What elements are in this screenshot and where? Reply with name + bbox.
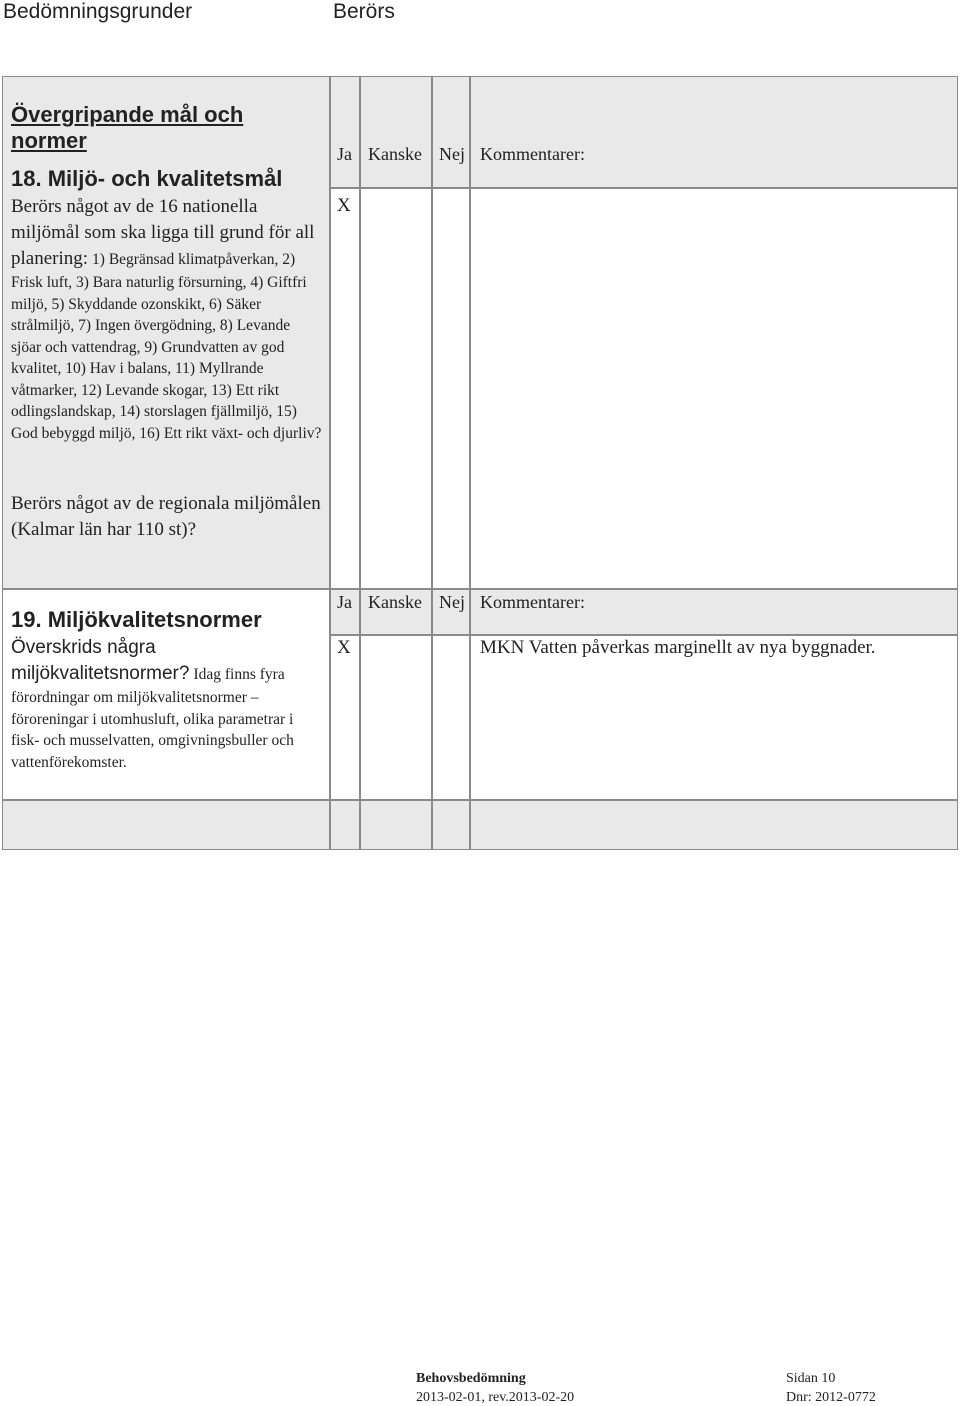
ja-header-cell	[330, 76, 360, 188]
footer-dnr: Dnr: 2012-0772	[786, 1390, 876, 1405]
nej-label: Nej	[439, 144, 465, 164]
section-18-kanske-cell[interactable]	[360, 188, 432, 589]
ja-header-cell-2	[330, 589, 360, 635]
kommentarer-header-cell	[470, 76, 958, 188]
section-18-title: 18. Miljö- och kvalitetsmål	[11, 166, 283, 191]
section-19-comment-cell[interactable]	[470, 635, 958, 800]
section-19-question-cell	[2, 589, 330, 800]
section-18-nej-cell[interactable]	[432, 188, 470, 589]
section-19-ja-cell[interactable]	[330, 635, 360, 800]
empty-row-cell-5	[470, 800, 958, 850]
header-title-right: Berörs	[333, 0, 395, 23]
ja-label-2: Ja	[337, 592, 352, 612]
nej-header-cell-2	[432, 589, 470, 635]
kanske-label: Kanske	[368, 144, 422, 164]
header-title-left: Bedömningsgrunder	[3, 0, 193, 23]
footer-page-number: Sidan 10	[786, 1371, 836, 1386]
empty-row-cell-4	[432, 800, 470, 850]
section-19-question	[11, 635, 323, 773]
kanske-header-cell	[360, 76, 432, 188]
section-title: Övergripande mål och normer	[11, 102, 244, 153]
question-1-list: 1) Begränsad klimatpåverkan, 2) Frisk luft, 3) Bara naturlig försurning, 4) Giftfri miljö, 5) Skyddande ozonskikt, 6) Säker strålmiljö, 7) Ingen övergödning, 8) Levande sjöar och vattendrag, 9) Grundvatten av god kvalitet, 10) Hav i balans, 11) Myllrande våtmarker, 12) Levande skogar, 13) Ett rikt odlingslandskap, 14) storslagen fjällmiljö, 15) God bebyggd miljö, 16) Ett rikt växt- och djurliv?	[11, 251, 322, 442]
section-19-ja-mark: X	[337, 637, 351, 658]
kommentarer-header-cell-2	[470, 589, 958, 635]
section-19-title: 19. Miljökvalitetsnormer	[11, 607, 262, 632]
kommentarer-label: Kommentarer:	[480, 144, 585, 164]
section-18-ja-cell[interactable]	[330, 188, 360, 589]
footer-dates: 2013-02-01, rev.2013-02-20	[416, 1390, 575, 1405]
section-18-ja-mark: X	[337, 195, 351, 216]
empty-row-cell-1	[2, 800, 330, 850]
kanske-label-2: Kanske	[368, 592, 422, 612]
footer-doc-title: Behovsbedömning	[416, 1371, 526, 1386]
section-19-nej-cell[interactable]	[432, 635, 470, 800]
question-1-intro: Berörs något av de 16 nationella miljömål som ska ligga till grund för all planering:	[11, 196, 315, 269]
section-18-question-2: Berörs något av de regionala miljömålen (Kalmar län har 110 st)?	[11, 493, 321, 540]
section-18-comment-cell[interactable]	[470, 188, 958, 589]
nej-header-cell	[432, 76, 470, 188]
assessment-table	[2, 76, 958, 850]
nej-label-2: Nej	[439, 592, 465, 612]
kommentarer-label-2: Kommentarer:	[480, 592, 585, 612]
empty-row-cell-2	[330, 800, 360, 850]
section-19-comment: MKN Vatten påverkas marginellt av nya byggnader.	[480, 637, 876, 658]
section-18-question-cell	[2, 76, 330, 589]
kanske-header-cell-2	[360, 589, 432, 635]
section-19-kanske-cell[interactable]	[360, 635, 432, 800]
section-19-question-intro: Överskrids några miljökvalitetsnormer?	[11, 637, 190, 684]
section-18-question-1	[11, 194, 323, 444]
empty-row-cell-3	[360, 800, 432, 850]
section-19-question-detail: Idag finns fyra förordningar om miljökvalitetsnormer – föroreningar i utomhusluft, olika parametrar i fisk- och musselvatten, omgivningsbuller och vattenförekomster.	[11, 666, 294, 771]
ja-label: Ja	[337, 144, 352, 164]
